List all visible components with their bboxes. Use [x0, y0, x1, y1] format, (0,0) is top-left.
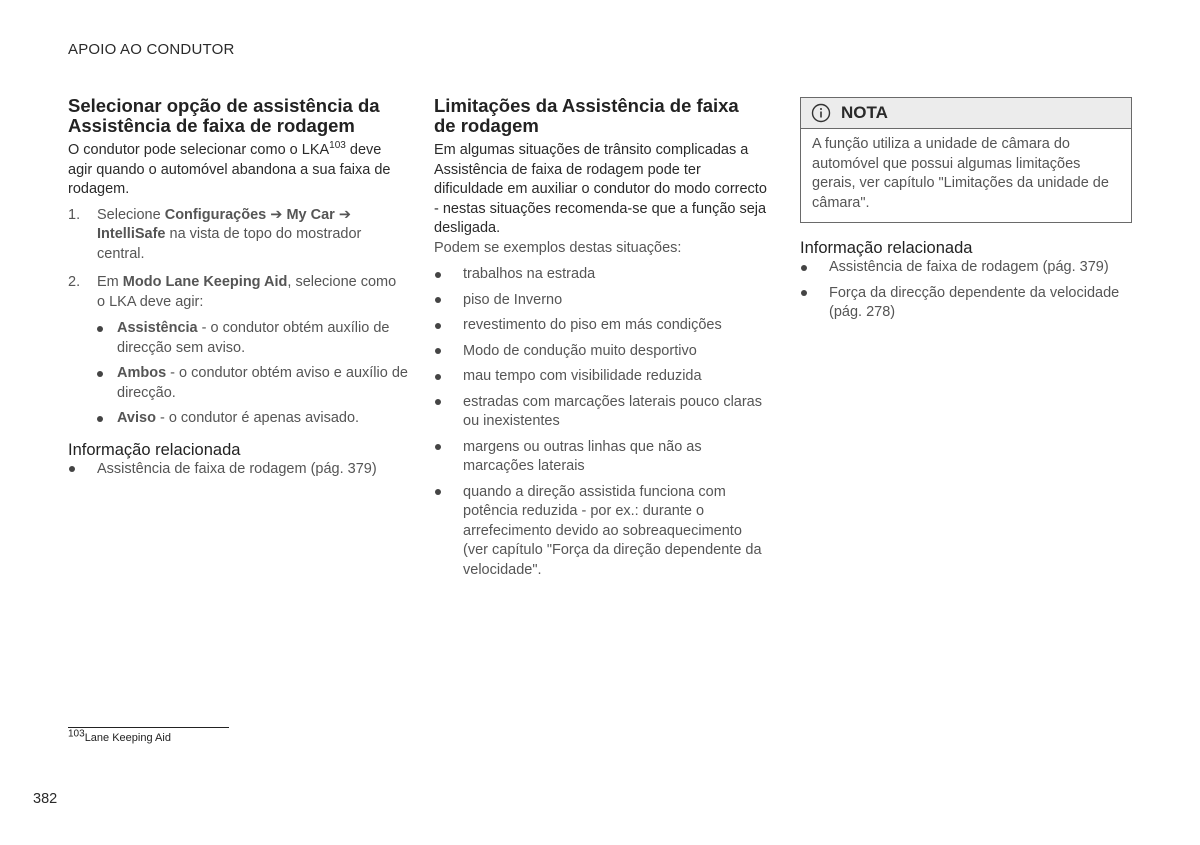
intro-text-a: O condutor pode selecionar como o LKA [68, 142, 330, 158]
step-text-pre: Selecione [97, 206, 165, 223]
bullet-icon [435, 489, 441, 495]
footnote [68, 728, 171, 744]
column-limitations [434, 96, 769, 586]
option-label: Ambos [117, 365, 167, 381]
step-text-pre: Em [97, 274, 123, 290]
footnote-ref[interactable]: 103 [329, 140, 346, 152]
option-item [97, 319, 408, 358]
footnote-number: 103 [68, 728, 85, 740]
related-link[interactable] [800, 284, 1132, 323]
bullet-icon [69, 466, 75, 472]
limitations-list [434, 265, 769, 580]
related-list [68, 460, 408, 480]
intro-paragraph: Em algumas situações de trânsito complicadas a Assistência de faixa de rodagem pode ter dificuldade em auxiliar o condutor do modo correcto - nestas situações recomenda-se que a função seja desligada. [434, 142, 767, 236]
arrow-right-icon: ➔ [270, 206, 283, 223]
examples-intro: Podem se exemplos destas situações: [434, 239, 682, 256]
list-item-text: Modo de condução muito desportivo [463, 342, 697, 359]
section-title: Limitações da Assistência de faixa de rodagem [434, 95, 739, 136]
related-link[interactable] [68, 460, 408, 480]
option-text: - o condutor obtém aviso e auxílio de direcção. [117, 365, 408, 401]
list-item-text: estradas com marcações laterais pouco claras ou inexistentes [463, 393, 762, 429]
step-item [68, 206, 408, 265]
menu-path-my-car: My Car [286, 206, 335, 223]
list-item [434, 483, 769, 581]
related-link-text[interactable]: Assistência de faixa de rodagem (pág. 379) [829, 259, 1109, 275]
note-header [801, 98, 1131, 129]
note-box [800, 97, 1132, 223]
list-item-text: margens ou outras linhas que não as marcações laterais [463, 438, 702, 474]
option-text: - o condutor obtém auxílio de direcção sem aviso. [117, 320, 390, 356]
list-item-text: trabalhos na estrada [463, 266, 596, 282]
step-number: 1. [68, 206, 81, 223]
related-link[interactable] [800, 258, 1132, 278]
options-list [97, 319, 408, 429]
info-icon [811, 103, 831, 123]
note-title: NOTA [841, 103, 888, 122]
list-item [434, 393, 769, 432]
menu-path-lka-mode: Modo Lane Keeping Aid [122, 274, 288, 290]
list-item [434, 367, 769, 387]
list-item-text: piso de Inverno [463, 291, 563, 308]
related-list [800, 258, 1132, 323]
list-item-text: mau tempo com visibilidade reduzida [463, 368, 702, 384]
steps-list [68, 206, 408, 429]
list-item [434, 265, 769, 285]
column-note [800, 97, 1132, 329]
intro-paragraph [68, 141, 408, 200]
step-number: 2. [68, 274, 81, 290]
footnote-divider [68, 727, 229, 728]
menu-path-intellisafe: IntelliSafe [97, 226, 166, 242]
bullet-icon [97, 371, 103, 377]
bullet-icon [435, 374, 441, 380]
intro-text-b: deve agir quando o automóvel abandona a sua faixa de rodagem. [68, 142, 391, 197]
bullet-icon [435, 399, 441, 405]
bullet-icon [435, 348, 441, 354]
list-item [434, 342, 769, 362]
related-info-heading: Informação relacionada [68, 440, 241, 459]
bullet-icon [435, 297, 441, 303]
section-header: APOIO AO CONDUTOR [68, 41, 235, 58]
page-number: 382 [33, 791, 58, 807]
related-link-text[interactable]: Assistência de faixa de rodagem (pág. 379) [97, 460, 377, 477]
option-item [97, 409, 408, 429]
step-text-post: na vista de topo do mostrador central. [97, 226, 362, 262]
menu-path-configuracoes: Configurações [164, 206, 267, 223]
option-text: - o condutor é apenas avisado. [155, 410, 360, 426]
bullet-icon [97, 416, 103, 422]
step-item [68, 273, 408, 429]
bullet-icon [97, 326, 103, 332]
related-link-text[interactable]: Força da direcção dependente da velocidade (pág. 278) [829, 284, 1120, 320]
step-text-post: , selecione como o LKA deve agir: [97, 274, 397, 310]
option-label: Aviso [117, 410, 156, 426]
bullet-icon [801, 265, 807, 271]
bullet-icon [435, 272, 441, 278]
section-title: Selecionar opção de assistência da Assistência de faixa de rodagem [68, 95, 380, 136]
list-item [434, 438, 769, 477]
option-item [97, 364, 408, 403]
list-item [434, 291, 769, 311]
list-item-text: quando a direção assistida funciona com potência reduzida - por ex.: durante o arrefecimento devido ao sobreaquecimento (ver capítulo "Força da direção dependente da velocidade". [463, 483, 762, 578]
bullet-icon [801, 290, 807, 296]
note-text: A função utiliza a unidade de câmara do automóvel que possui algumas limitações gerais, ver capítulo "Limitações da unidade de câmara". [812, 136, 1109, 211]
list-item-text: revestimento do piso em más condições [463, 317, 722, 333]
option-label: Assistência [117, 320, 198, 336]
related-info-heading: Informação relacionada [800, 239, 973, 257]
bullet-icon [435, 444, 441, 450]
footnote-text: Lane Keeping Aid [84, 732, 171, 744]
list-item [434, 316, 769, 336]
column-select-option [68, 96, 408, 485]
arrow-right-icon: ➔ [338, 206, 351, 223]
bullet-icon [435, 323, 441, 329]
